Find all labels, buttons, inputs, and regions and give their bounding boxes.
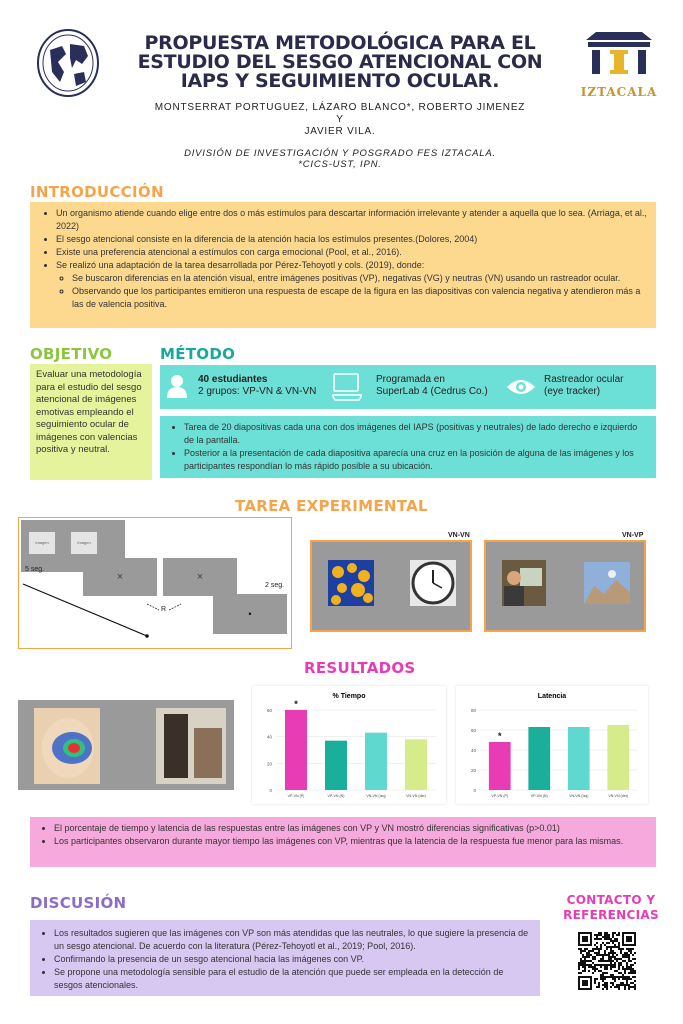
affiliation: DIVISIÓN DE INVESTIGACIÓN Y POSGRADO FES IZTACALA. *CICS-UST, IPN. — [184, 148, 496, 170]
office-image — [502, 560, 546, 606]
bar — [607, 725, 629, 790]
authors: MONTSERRAT PORTUGUEZ, LÁZARO BLANCO*, ROBERTO JIMENEZ Y JAVIER VILA. — [154, 102, 526, 137]
intro-bullet: • El sesgo atencional consiste en la diferencia de la atención hacia los estímulos presentes.(Dolores, 2004) — [56, 233, 648, 246]
y-tick-label: 40 — [470, 748, 476, 753]
chart-tiempo — [252, 686, 446, 804]
heatmap-image — [18, 700, 234, 790]
software-stat: Programada en SuperLab 4 (Cedrus Co.) — [376, 374, 488, 397]
x-tick-label: VN-VN (Izq) — [569, 794, 589, 798]
y-tick-label: 60 — [470, 728, 476, 733]
x-tick-label: VP-VN (P) — [287, 794, 305, 798]
y-tick-label: 60 — [266, 708, 272, 713]
iztacala-logo-text: IZTACALA — [580, 85, 658, 99]
x-tick-label: VN-VN (Izq) — [366, 794, 386, 798]
significance-marker: * — [497, 731, 502, 741]
resultados-bullet: • Los participantes observaron durante mayor tiempo las imágenes con VP, mientras que la latencia de la respuesta fue menor para las mismas. — [54, 835, 648, 848]
objetivo-heading: OBJETIVO — [30, 345, 113, 363]
qr-code[interactable] — [578, 932, 636, 990]
bar — [325, 741, 347, 790]
slide-cross-left: × — [83, 558, 157, 596]
bar — [528, 727, 550, 790]
molecules-image — [328, 560, 374, 606]
y-tick-label: 20 — [266, 761, 272, 767]
poster-title: PROPUESTA METODOLÓGICA PARA EL ESTUDIO DEL SESGO ATENCIONAL CON IAPS Y SEGUIMIENTO OCULAR. — [137, 32, 543, 92]
person-icon — [166, 374, 188, 403]
intro-bullet: • Un organismo atiende cuando elige entre dos o más estímulos para descartar información irrelevante y atender a aquella que lo sea. (Arriaga, et al., 2022) — [56, 207, 648, 233]
contacto-heading: CONTACTO Y REFERENCIAS — [563, 893, 659, 922]
discusion-box — [30, 920, 540, 996]
objetivo-box — [30, 364, 152, 480]
bar — [489, 742, 511, 790]
iztacala-logo — [578, 30, 660, 100]
objetivo-text: Evaluar una metodología para el estudio del sesgo atencional de imágenes emotivas empleando el seguimiento ocular de imágenes con valencias positiva y neutral. — [36, 369, 142, 455]
chart-title: Latencia — [537, 693, 567, 700]
metodo-bullet: • Posterior a la presentación de cada diapositiva aparecía una cruz en la posición de alguna de las imágenes y los participantes respondían lo más rápido posible a su ubicación. — [184, 447, 648, 473]
metodo-stats-box — [160, 365, 656, 409]
child-face-image — [34, 708, 100, 784]
discusion-bullet: • Confirmando la presencia de un sesgo atencional hacia las imágenes con VP. — [54, 953, 532, 966]
resultados-bullet: • El porcentaje de tiempo y latencia de las respuestas entre las imágenes con VP y VN mostró diferencias significativas (p>0.01) — [54, 822, 648, 835]
metodo-bullet: • Tarea de 20 diapositivas cada una con dos imágenes del IAPS (positivas y neutrales) de lado derecho e izquierdo de la pantalla. — [184, 421, 648, 447]
y-tick-label: 40 — [266, 734, 272, 740]
x-tick-label: VP-VN (N) — [530, 794, 548, 798]
discusion-heading: DISCUSIÓN — [30, 894, 127, 912]
building-image — [156, 708, 226, 784]
unam-logo — [36, 28, 100, 98]
metodo-heading: MÉTODO — [160, 345, 236, 363]
y-tick-label: 20 — [470, 768, 476, 773]
slide-dot: • — [213, 594, 287, 634]
computer-icon — [332, 373, 362, 406]
intro-sub-bullet: ◦ Se buscaron diferencias en la atención visual, entre imágenes positivas (VP), negativas (VG) y neutras (VN) usando un rastreador ocular. — [72, 272, 648, 285]
pair-right-label: VN-VP — [622, 532, 644, 539]
y-tick-label: 0 — [473, 788, 476, 793]
response-label: R — [161, 606, 167, 613]
x-tick-label: VP-VN (P) — [491, 794, 509, 798]
x-tick-label: VN-VN (der) — [406, 794, 426, 798]
y-tick-label: 80 — [470, 708, 476, 713]
introduccion-heading: INTRODUCCIÓN — [30, 183, 164, 201]
resultados-box — [30, 817, 656, 867]
stimulus-pair-vn-vp — [484, 540, 646, 632]
tracker-stat: Rastreador ocular (eye tracker) — [544, 374, 624, 397]
eye-icon — [506, 377, 536, 402]
significance-marker: * — [294, 699, 298, 709]
participants-stat: 40 estudiantes 2 grupos: VP-VN & VN-VN — [198, 374, 317, 397]
intro-sub-bullet: ◦ Observando que los participantes emitieron una respuesta de escape de la figura en las diapositivas con valencia negativa y atendieron más a las de valencia positiva. — [72, 285, 648, 311]
bar — [285, 710, 307, 790]
tarea-heading: TAREA EXPERIMENTAL — [235, 497, 428, 515]
x-tick-label: VN-VN (der) — [608, 794, 629, 798]
discusion-bullet: • Los resultados sugieren que las imágenes con VP son más atendidas que las neutrales, lo que sugiere la presencia de un sesgo atencional. De acuerdo con la literatura (Pérez-Tehoyotl et al., 2019; Pool, 2016). — [54, 927, 532, 953]
y-tick-label: 0 — [269, 788, 272, 793]
introduccion-box — [30, 202, 656, 328]
landscape-image — [584, 562, 630, 604]
clock-image — [410, 560, 456, 606]
bar — [405, 739, 427, 790]
image-placeholder-left: Imagen — [29, 532, 55, 554]
x-tick-label: VP-VN (N) — [327, 794, 345, 798]
timeline-arrow — [19, 518, 293, 650]
slide-cross-right: × — [163, 558, 237, 596]
discusion-bullet: • Se propone una metodología sensible para el estudio de la atención que puede ser empleada en la detección de sesgos atencionales. — [54, 966, 532, 992]
time-second-label: 2 seg. — [265, 582, 285, 589]
bar — [365, 733, 387, 790]
metodo-bullets-box — [160, 416, 656, 478]
chart-title: % Tiempo — [332, 693, 366, 700]
image-placeholder-right: Imagen — [71, 532, 97, 554]
chart-latencia — [456, 686, 648, 804]
pair-left-label: VN-VN — [448, 532, 470, 539]
stimulus-pair-vn-vn — [310, 540, 472, 632]
intro-bullet: • Existe una preferencia atencional a estímulos con carga emocional (Pool, et al., 2016). — [56, 246, 648, 259]
time-first-label: 5 seg. — [25, 566, 45, 573]
resultados-heading: RESULTADOS — [304, 659, 416, 677]
task-diagram — [18, 517, 292, 649]
bar — [568, 727, 590, 790]
intro-bullet: • Se realizó una adaptación de la tarea desarrollada por Pérez-Tehoyotl y cols. (2019), donde: — [56, 259, 648, 272]
